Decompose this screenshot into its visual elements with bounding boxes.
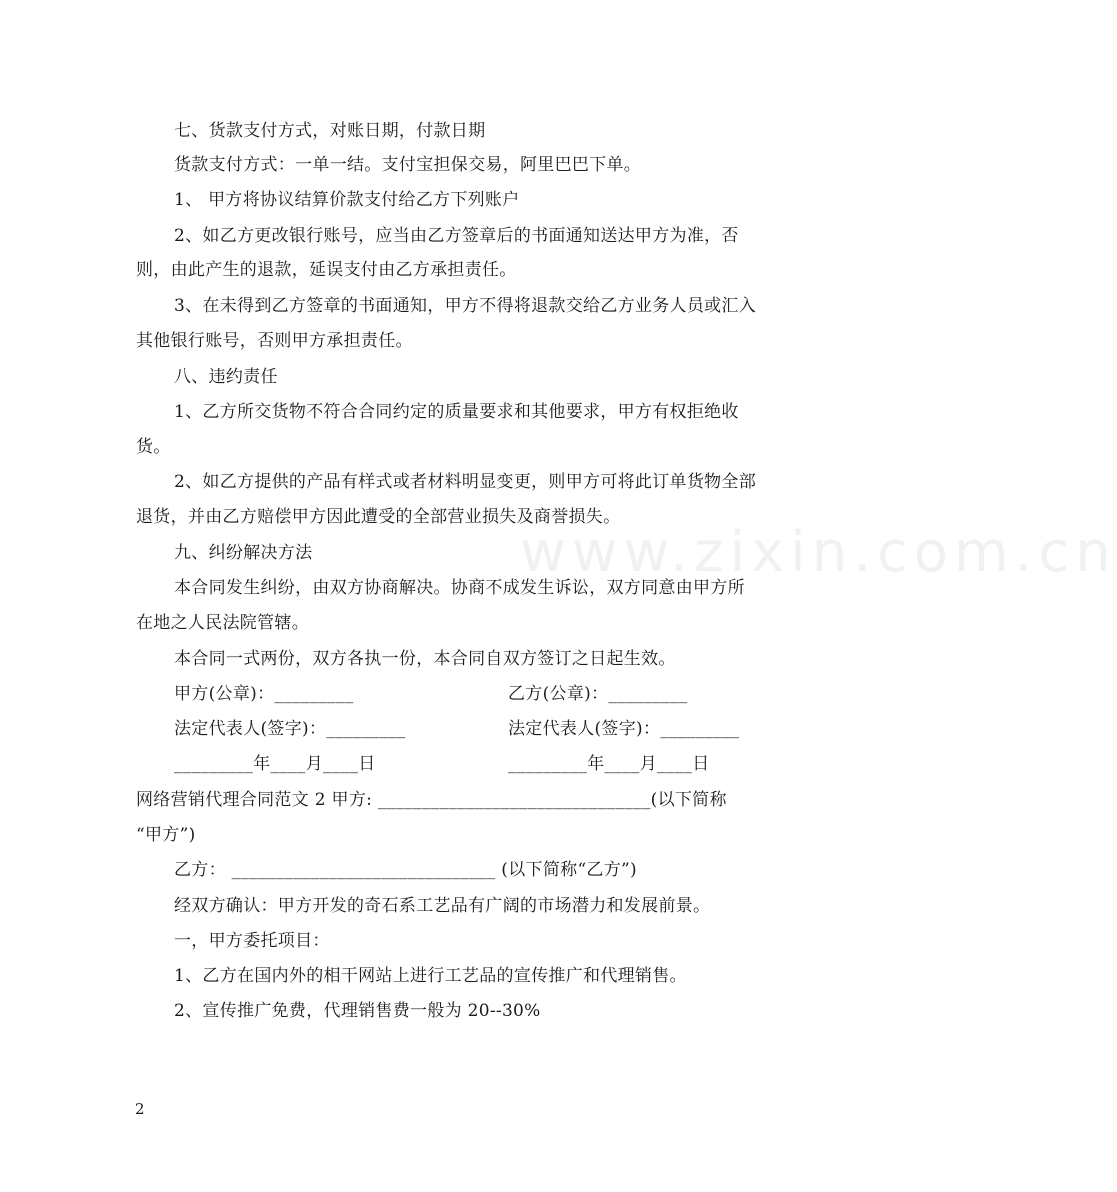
paragraph: 退货，并由乙方赔偿甲方因此遭受的全部营业损失及商誉损失。 [136,507,621,527]
paragraph: 3、在未得到乙方签章的书面通知，甲方不得将退款交给乙方业务人员或汇入 [174,296,757,316]
section-heading-liability: 八、违约责任 [174,367,278,387]
paragraph: 货款支付方式：一单一结。支付宝担保交易，阿里巴巴下单。 [174,155,642,175]
paragraph: 2、宣传推广免费，代理销售费一般为 20--30% [174,1001,541,1021]
party-b-date-field: _________年____月____日 [508,754,710,774]
party-a-representative-field: 法定代表人(签字)：_________ [174,719,406,739]
party-a-date-field: _________年____月____日 [174,754,376,774]
watermark: www.zixin.com.cn [520,520,1117,585]
paragraph: 则，由此产生的退款，延误支付由乙方承担责任。 [136,260,517,280]
paragraph: 1、 甲方将协议结算价款支付给乙方下列账户 [174,190,520,210]
paragraph: 经双方确认：甲方开发的奇石系工艺品有广阔的市场潜力和发展前景。 [174,896,711,916]
paragraph: 在地之人民法院管辖。 [136,613,309,633]
paragraph: 1、乙方所交货物不符合合同约定的质量要求和其他要求，甲方有权拒绝收 [174,402,739,422]
paragraph: 本合同发生纠纷，由双方协商解决。协商不成发生诉讼，双方同意由甲方所 [174,578,745,598]
paragraph: 1、乙方在国内外的相干网站上进行工艺品的宣传推广和代理销售。 [174,966,687,986]
section-heading-payment: 七、货款支付方式，对账日期，付款日期 [174,121,486,141]
party-b-seal-field: 乙方(公章)：_________ [508,684,688,704]
paragraph: 货。 [136,437,171,457]
paragraph: 其他银行账号，否则甲方承担责任。 [136,331,413,351]
paragraph: “甲方”) [136,825,196,845]
paragraph: 本合同一式两份，双方各执一份，本合同自双方签订之日起生效。 [174,649,676,669]
paragraph: 2、如乙方提供的产品有样式或者材料明显变更，则甲方可将此订单货物全部 [174,472,757,492]
party-a-seal-field: 甲方(公章)：_________ [174,684,354,704]
page-number: 2 [135,1100,145,1118]
section-heading-dispute: 九、纠纷解决方法 [174,543,313,563]
contract-title-line: 网络营销代理合同范文 2 甲方: _______________________________(以下简称 [136,790,727,810]
section-heading-delegation: 一，甲方委托项目： [174,931,330,951]
party-b-representative-field: 法定代表人(签字)：_________ [508,719,740,739]
paragraph: 2、如乙方更改银行账号，应当由乙方签章后的书面通知送达甲方为准，否 [174,226,739,246]
party-b-field: 乙方： ______________________________ (以下简称“乙方”) [174,860,637,880]
